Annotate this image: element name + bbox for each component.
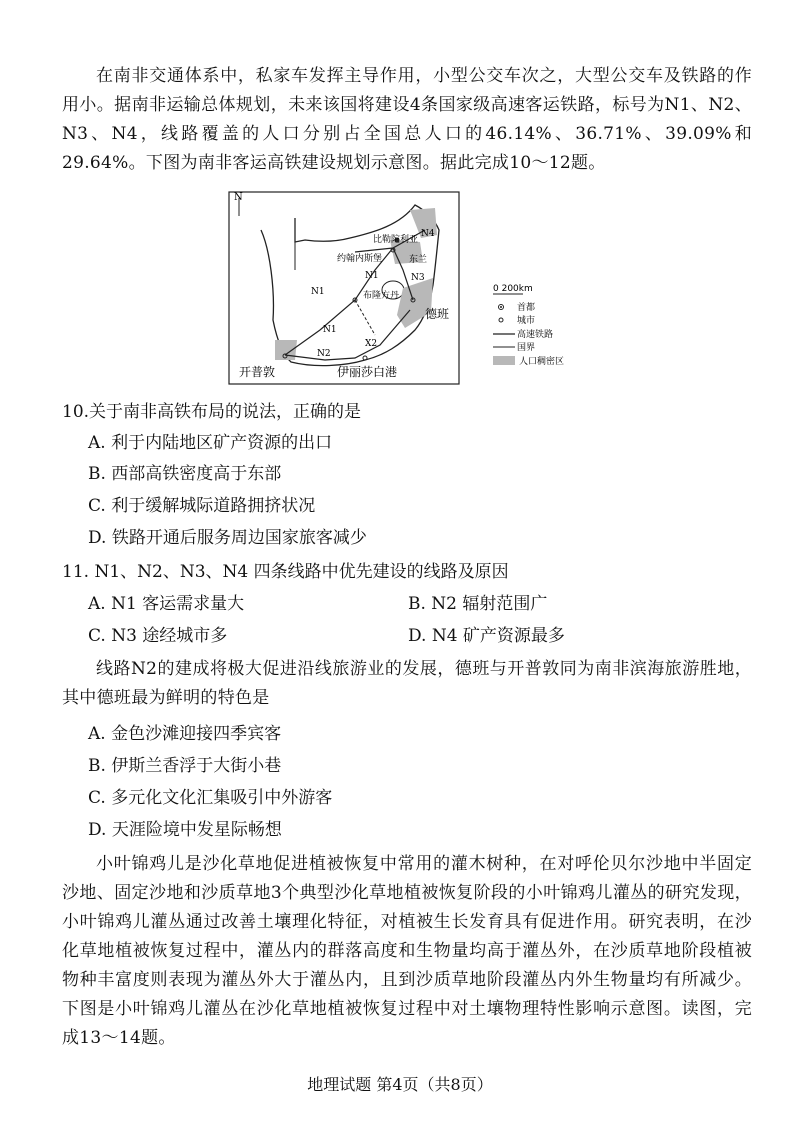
label-n2: N2 (317, 349, 331, 359)
q12-option-c: C. 多元化文化汇集吸引中外游客 (88, 788, 333, 808)
label-capetown: 开普敦 (239, 365, 276, 379)
label-johannesburg: 约翰内斯堡 (337, 254, 383, 264)
q12-option-a: A. 金色沙滩迎接四季宾客 (88, 724, 282, 744)
label-n1c: N1 (365, 271, 379, 281)
label-n1b: N1 (323, 325, 337, 335)
label-durban: 德班 (425, 307, 450, 321)
legend-border: 国界 (517, 343, 536, 353)
q11-option-b: B. N2 辐射范围广 (408, 594, 548, 614)
q10-option-a: A. 利于内陆地区矿产资源的出口 (88, 433, 333, 453)
legend-scale: 0 200km (493, 284, 533, 294)
label-n3: N3 (411, 273, 425, 283)
q12-option-d: D. 天涯险境中发星际畅想 (88, 820, 282, 840)
north-label: N (234, 192, 243, 203)
legend-rail: 高速铁路 (517, 330, 554, 340)
q10-option-d: D. 铁路开通后服务周边国家旅客减少 (88, 528, 367, 548)
legend-city: 城市 (517, 316, 536, 326)
q10-option-c: C. 利于缓解城际道路拥挤状况 (88, 496, 316, 516)
label-east: 东兰 (409, 255, 428, 265)
label-pretoria: 比勒陀利亚 (373, 235, 419, 245)
legend-dense-icon (493, 356, 515, 365)
q11-stem: 11. N1、N2、N3、N4 四条线路中优先建设的线路及原因 (62, 562, 509, 582)
passage-caragana: 小叶锦鸡儿是沙化草地促进植被恢复中常用的灌木树种，在对呼伦贝尔沙地中半固定沙地、固定沙地和沙质草地3个典型沙化草地植被恢复阶段的小叶锦鸡儿灌丛的研究发现，小叶锦鸡儿灌丛通过改善土壤理化特征，对植被生长发育具有促进作用。研究表明，在沙化草地植被恢复过程中，灌丛内的群落高度和生物量均高于灌丛外，在沙质草地阶段植被物种丰富度则表现为灌丛外大于灌丛内，且到沙质草地阶段灌丛内外生物量均有所减少。下图是小叶锦鸡儿灌丛在沙化草地植被恢复过程中对土壤物理特性影响示意图。读图，完成13～14题。 (62, 854, 752, 1048)
label-portelizabeth: 伊丽莎白港 (337, 365, 398, 379)
q11-option-a: A. N1 客运需求量大 (88, 594, 245, 614)
legend-dense: 人口稠密区 (519, 357, 565, 367)
q11-option-d: D. N4 矿产资源最多 (408, 626, 565, 646)
q10-stem: 10.关于南非高铁布局的说法，正确的是 (62, 402, 362, 422)
label-bloemfontein: 布隆方丹 (363, 291, 400, 301)
q12-option-b: B. 伊斯兰香浮于大街小巷 (88, 756, 282, 776)
map-legend (493, 284, 564, 367)
label-x2: X2 (365, 339, 378, 349)
passage-south-africa-rail: 在南非交通体系中，私家车发挥主导作用，小型公交车次之，大型公交车及铁路的作用小。据南非运输总体规划，未来该国将建设4条国家级高速客运铁路，标号为N1、N2、N3、N4，线路覆盖的人口分别占全国总人口的46.14%、36.71%、39.09%和29.64%。下图为南非客运高铁建设规划示意图。据此完成10～12题。 (62, 66, 752, 173)
legend-capital: 首都 (517, 303, 536, 313)
south-africa-rail-map (225, 190, 585, 390)
q12-stem: 线路N2的建成将极大促进沿线旅游业的发展，德班与开普敦同为南非滨海旅游胜地，其中德班最为鲜明的特色是 (62, 659, 752, 708)
q10-option-b: B. 西部高铁密度高于东部 (88, 464, 282, 484)
dense-area-capetown (275, 340, 297, 360)
page-footer: 地理试题 第4页（共8页） (307, 1075, 493, 1094)
label-n1a: N1 (311, 287, 325, 297)
label-n4: N4 (421, 229, 435, 239)
q11-option-c: C. N3 途经城市多 (88, 626, 228, 646)
legend-city-icon (499, 318, 503, 322)
